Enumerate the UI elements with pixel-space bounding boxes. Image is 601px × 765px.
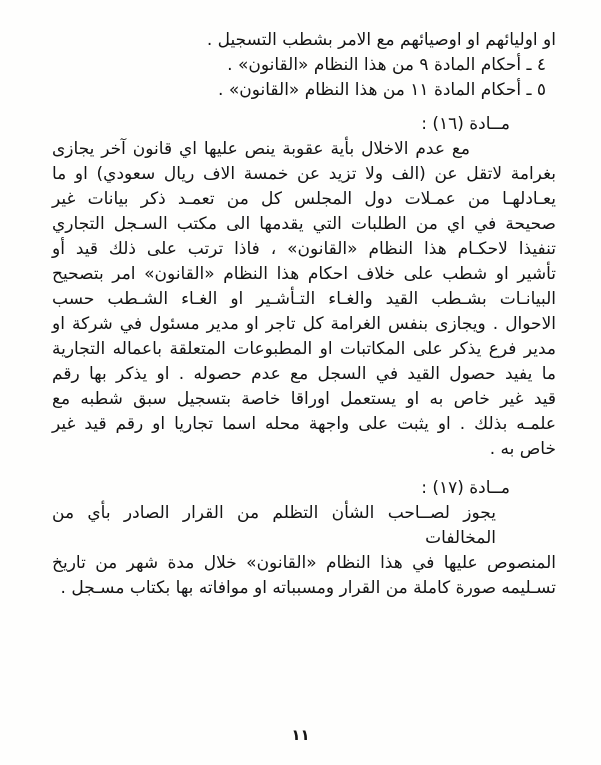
article-16-text-line: الاحوال . ويجازى بنفس الغرامة كل تاجر او مدير مسئول في شركة او <box>52 314 556 334</box>
page-number: ١١ <box>291 726 310 744</box>
article-17-text-line: يجوز لصــاحب الشأن التظلم من القرار الصادر بأي من المخالفات <box>52 503 496 548</box>
article-17-text-line: المنصوص عليها في هذا النظام «القانون» خلال مدة شهر من تاريخ <box>52 553 556 573</box>
article-16-text-line: البيانـات بشـطب القيد والغـاء التـأشـير او الغـاء الشـطب حسب <box>52 289 556 309</box>
article-16-text-line: تنفيذا لاحكـام هذا النظام «القانون» ، فاذا ترتب على ذلك قيد أو <box>52 239 556 259</box>
article-17-heading: مــادة (١٧) : <box>421 478 510 498</box>
article-16-text-line: مع عدم الاخلال بأية عقوبة ينص عليها اي قانون آخر يجازى <box>52 139 470 159</box>
article-16-text-line: قيد غير خاص به او يستعمل اوراقا خاصة بتسجيل سبق شطبه مع <box>52 389 556 409</box>
article-16-text-line: صحيحة في اي من الطلبات التي يقدمها الى مكتب السـجل التجاري <box>52 214 556 234</box>
article-16-heading: مــادة (١٦) : <box>421 114 510 134</box>
article-16-text-line: يعـادلهـا من عمـلات دول المجلس كل من تعمـد ذكر بيانات غير <box>52 189 556 209</box>
continuation-line: او اوليائهم او اوصيائهم مع الامر بشطب التسجيل . <box>206 30 556 50</box>
article-16-text-line: مدير فرع يذكر على المكاتبات او المطبوعات المتعلقة باعماله التجارية <box>52 339 556 359</box>
article-16-text-line: تأشير او شطب على خلاف احكام هذا النظام «القانون» امر بتصحيح <box>52 264 556 284</box>
article-16-text-line: علمـه بذلك . او يثبت على واجهة محله اسما تجاريا او رقم قيد غير <box>52 414 556 434</box>
article-17-text-line: تسـليمه صورة كاملة من القرار ومسبباته او موافاته بها بكتاب مسـجل . <box>60 578 556 598</box>
numbered-list <box>52 53 556 103</box>
numbered-list-item: ٥ ـ أحكام المادة ١١ من هذا النظام «القانون» . <box>218 80 546 100</box>
article-16-text-line: ما يفيد حصول القيد في السجل مع عدم حصوله . او يذكر بها رقم <box>52 364 556 384</box>
article-16-text-line: بغرامة لاتقل عن (الف ولا تزيد عن خمسة الاف ريال سعودي) او ما <box>52 164 556 184</box>
article-17-body <box>52 501 556 601</box>
numbered-list-item: ٤ ـ أحكام المادة ٩ من هذا النظام «القانون» . <box>227 55 546 75</box>
article-16-body <box>52 137 556 462</box>
article-16-text-line: خاص به . <box>489 439 556 459</box>
